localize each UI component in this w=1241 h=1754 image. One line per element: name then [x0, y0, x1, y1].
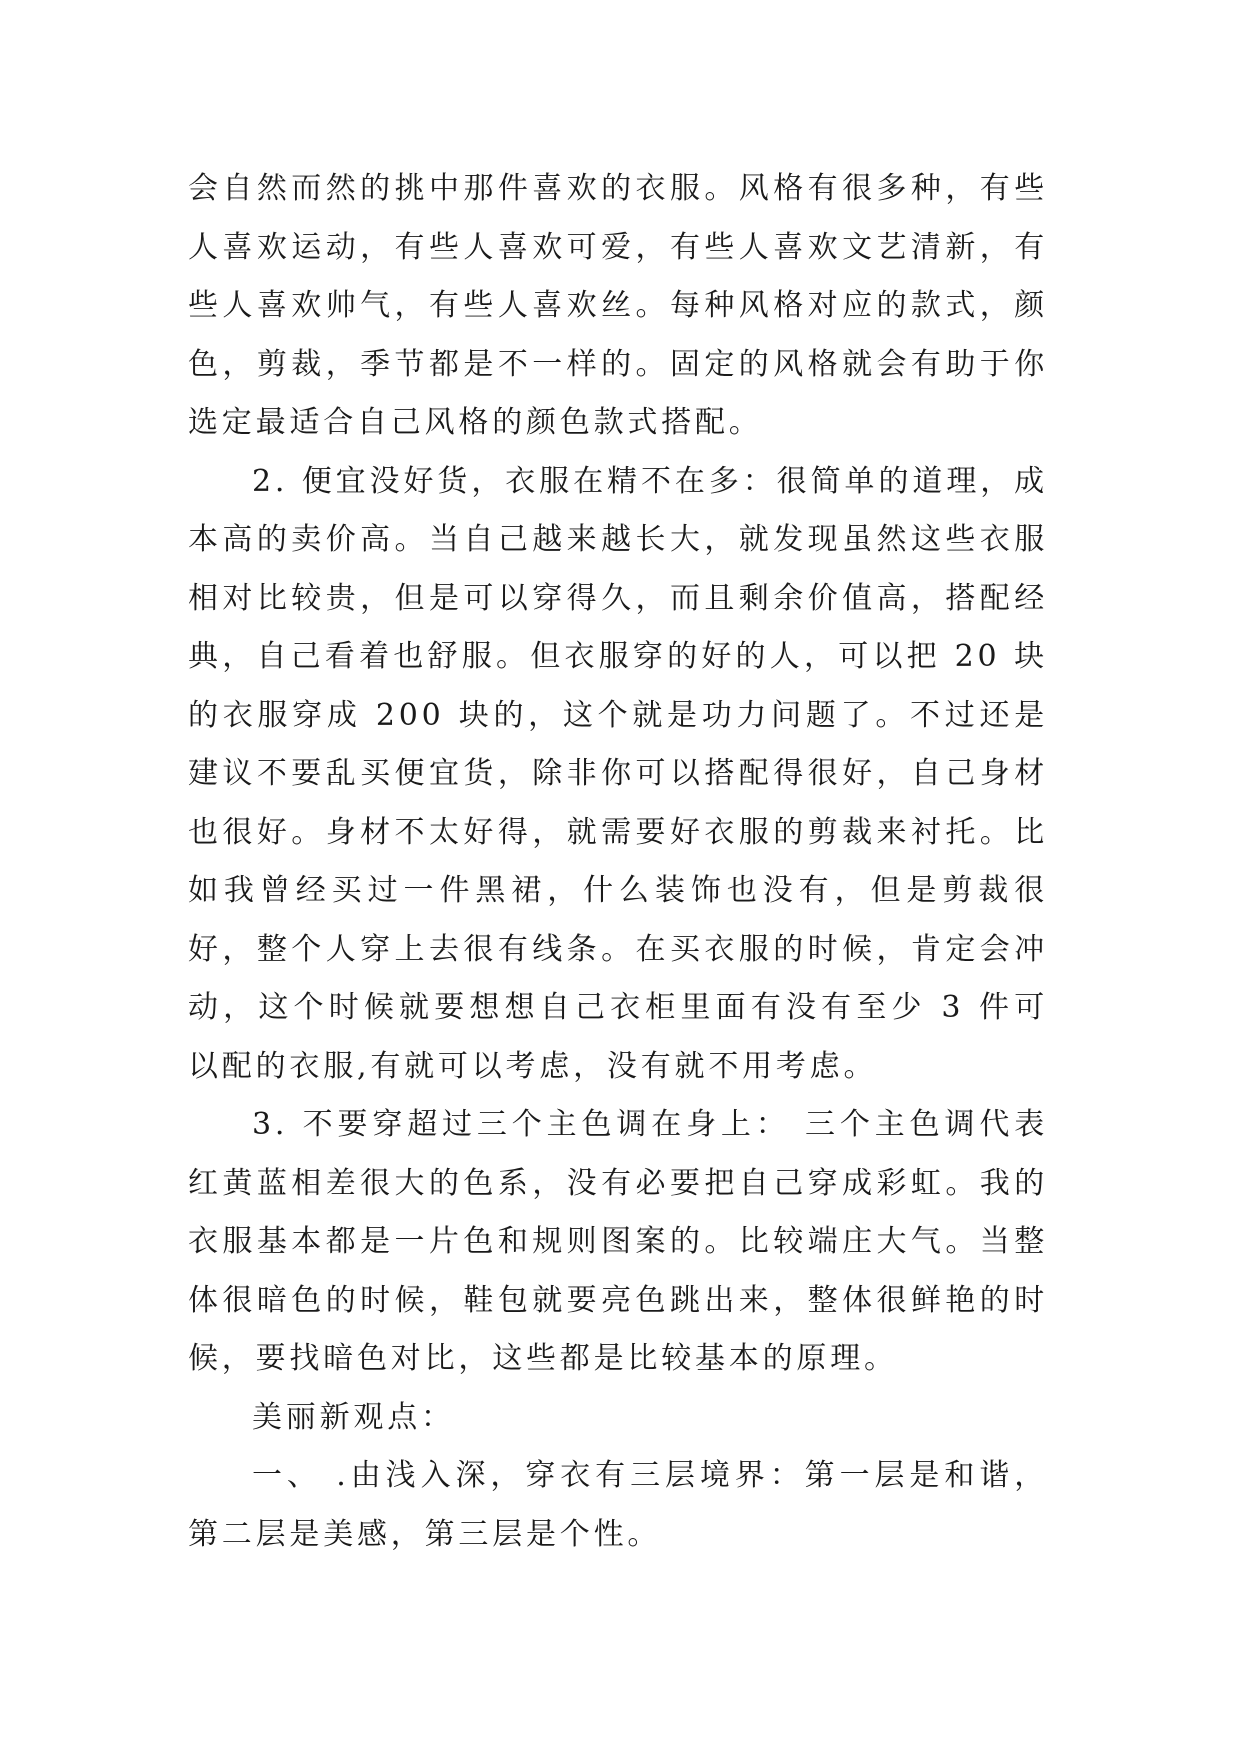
paragraph-point-2: 2. 便宜没好货，衣服在精不在多：很简单的道理，成本高的卖价高。当自己越来越长大，就发现虽然这些衣服相对比较贵，但是可以穿得久，而且剩余价值高，搭配经典，自己看着也舒服。但衣服穿的好的人，可以把 20 块的衣服穿成 200 块的，这个就是功力问题了。不过还是建议不要乱买便宜货，除非你可以搭配得很好，自己身材也很好。身材不太好得，就需要好衣服的剪裁来衬托。比如我曾经买过一件黑裙，什么装饰也没有，但是剪裁很好，整个人穿上去很有线条。在买衣服的时候，肯定会冲动，这个时候就要想想自己衣柜里面有没有至少 3 件可以配的衣服,有就可以考虑，没有就不用考虑。: [188, 463, 1048, 1084]
paragraph-style-intro: 会自然而然的挑中那件喜欢的衣服。风格有很多种，有些人喜欢运动，有些人喜欢可爱，有些人喜欢文艺清新，有些人喜欢帅气，有些人喜欢丝。每种风格对应的款式，颜色，剪裁，季节都是不一样的。固定的风格就会有助于你选定最适合自己风格的颜色款式搭配。: [188, 171, 1048, 440]
document-body: [188, 160, 1048, 1564]
paragraph-point-3: 3. 不要穿超过三个主色调在身上： 三个主色调代表红黄蓝相差很大的色系，没有必要把自己穿成彩虹。我的衣服基本都是一片色和规则图案的。比较端庄大气。当整体很暗色的时候，鞋包就要亮色跳出来，整体很鲜艳的时候，要找暗色对比，这些都是比较基本的原理。: [188, 1107, 1048, 1376]
section-heading-new-views: 美丽新观点：: [252, 1399, 455, 1435]
paragraph-view-1: 一、 .由浅入深，穿衣有三层境界：第一层是和谐，第二层是美感，第三层是个性。: [188, 1458, 1048, 1552]
